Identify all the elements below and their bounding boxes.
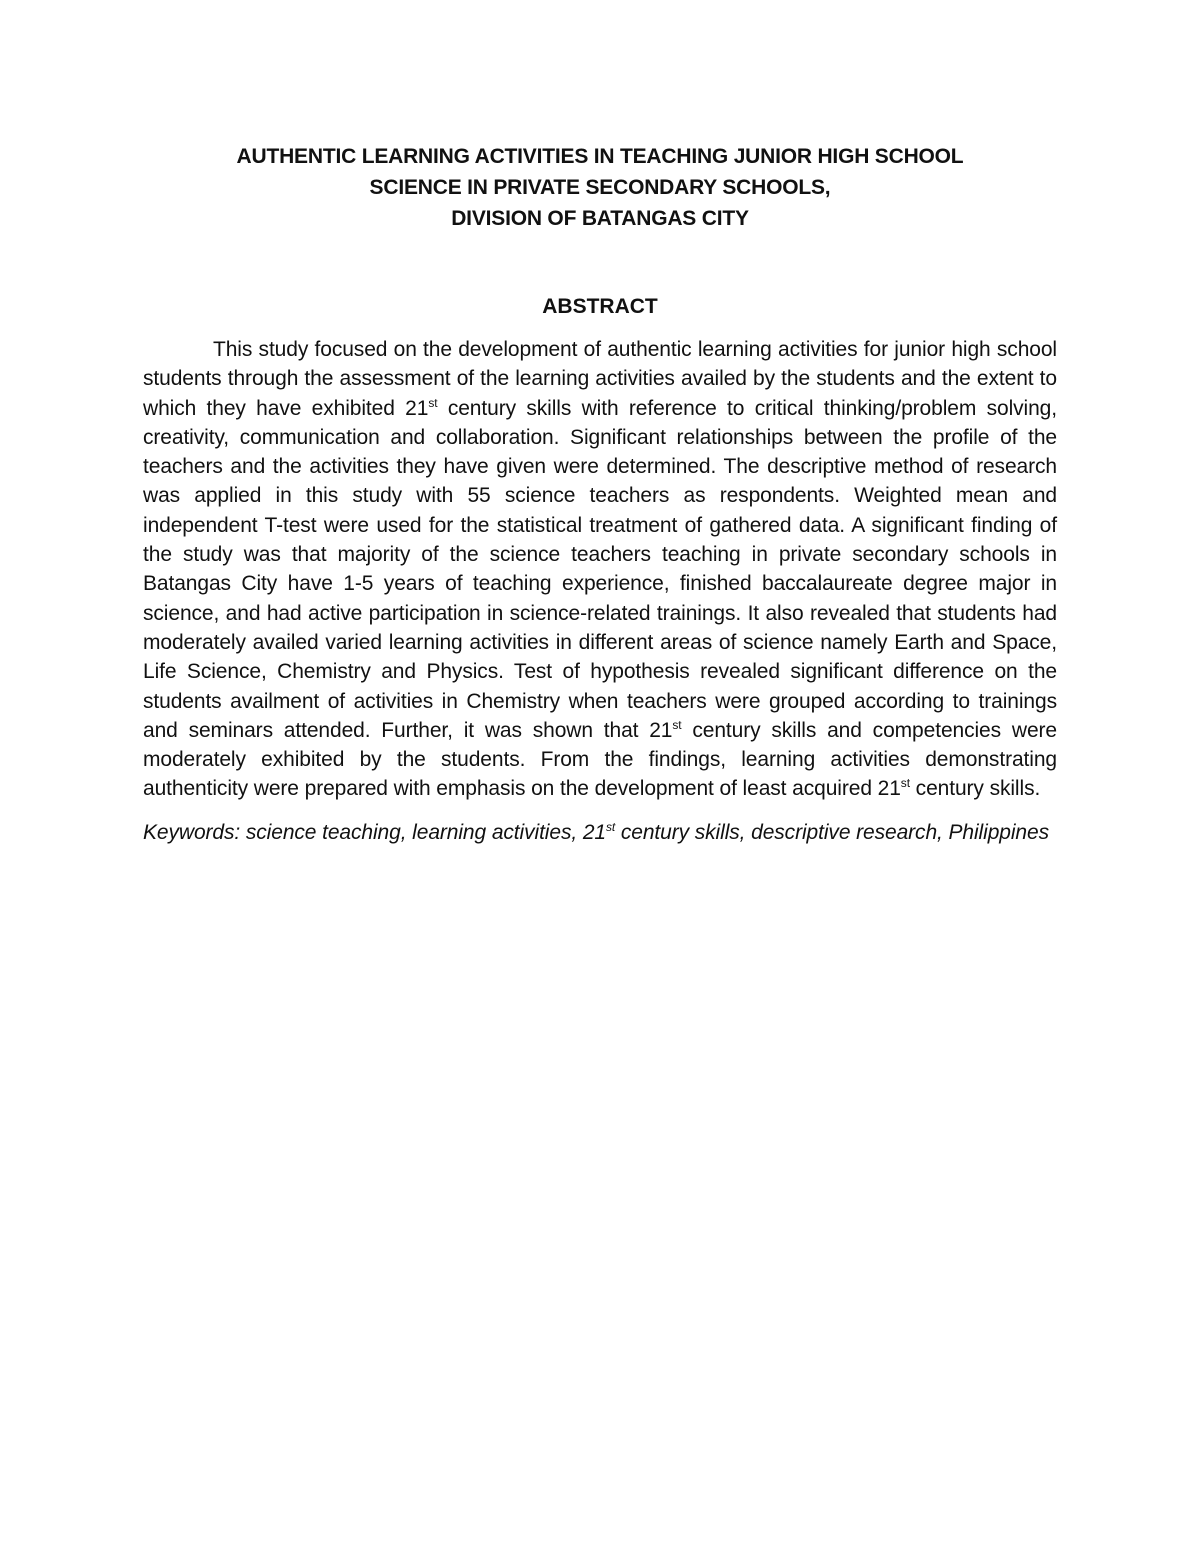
abstract-text-part-2: century skills with reference to critical thinking/problem solving, creativity, communication and collaboration. Significant relationships between the profile of the teachers and the activities they have given were determined. The descriptive method of research was applied in this study with 55 science teachers as respondents. Weighted mean and independent T-test were used for the statistical treatment of gathered data. A significant finding of the study was that majority of the science teachers teaching in private secondary schools in Batangas City have 1-5 years of teaching experience, finished baccalaureate degree major in science, and had active participation in science-related trainings. It also revealed that students had moderately availed varied learning activities in different areas of science namely Earth and Space, Life Science, Chemistry and Physics. Test of hypothesis revealed significant difference on the students availment of activities in Chemistry when teachers were grouped according to trainings and seminars attended. Further, it was shown that 21 [143,396,1057,742]
paper-title-line-1: AUTHENTIC LEARNING ACTIVITIES IN TEACHING JUNIOR HIGH SCHOOL [236,145,964,168]
abstract-superscript-2: st [672,717,682,732]
paper-title-line-2: SCIENCE IN PRIVATE SECONDARY SCHOOLS, [369,176,831,199]
keywords-text-part-1: Keywords: science teaching, learning activities, 21 [143,820,606,844]
paper-title [143,141,1057,234]
document-content [143,141,1057,847]
abstract-text-part-3: century skills and competencies were moderately exhibited by the students. From the findings, learning activities demonstrating authenticity were prepared with emphasis on the development of least acquired 21 [143,718,1057,801]
abstract-text-part-4: century skills. [909,777,1041,801]
abstract-paragraph [143,335,1057,804]
abstract-superscript-3: st [900,776,910,791]
abstract-text-part-1: This study focused on the development of authentic learning activities for junior high school students through the assessment of the learning activities availed by the students and the extent to which they have exhibited 21 [143,338,1057,420]
keywords-superscript: st [605,819,616,834]
abstract-heading: ABSTRACT [542,295,658,318]
paper-title-line-3: DIVISION OF BATANGAS CITY [451,207,749,230]
abstract-superscript-1: st [428,395,438,410]
keywords-text-part-2: century skills, descriptive research, Philippines [615,820,1049,844]
keywords-paragraph [143,818,1057,847]
